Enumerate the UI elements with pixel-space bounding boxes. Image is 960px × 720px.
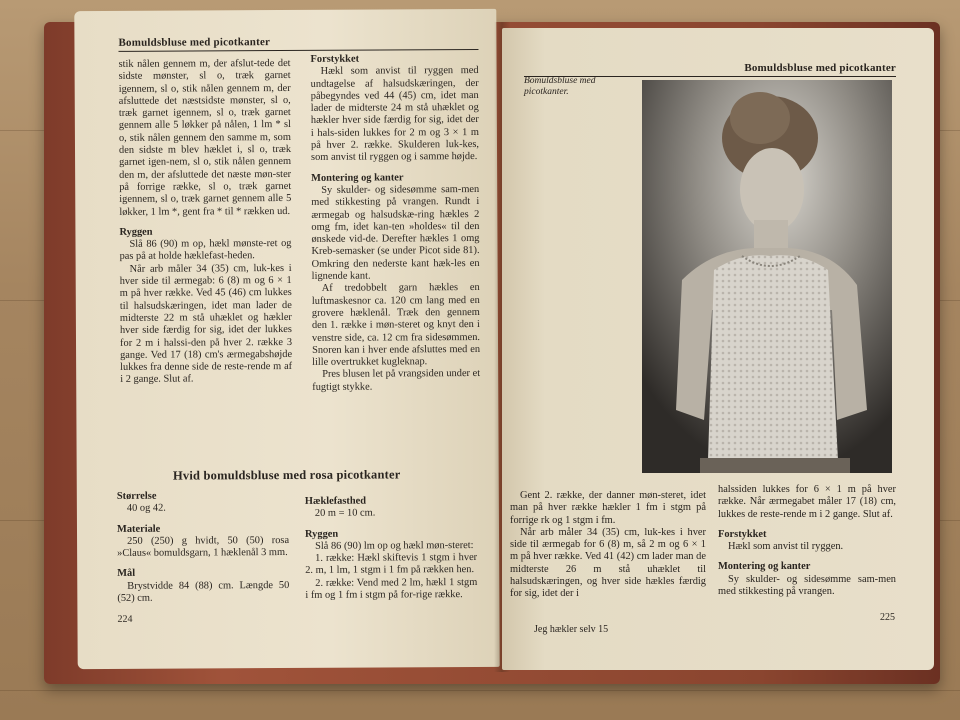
left-lower-column-2 — [305, 495, 478, 602]
materiale-text: 250 (250) g hvidt, 50 (50) rosa »Claus« bomuldsgarn, 1 hæklenål 3 mm. — [117, 534, 290, 560]
left-column-2 — [311, 53, 481, 394]
right-page-footer-book: Jeg hækler selv 15 — [534, 624, 609, 635]
montering-paragraph-2: Af tredobbelt garn hækles en luftmaskesnor ca. 120 cm lang med en grovere hæklenål. Træk den gennem den 1. række i møn-steret og knyt den i venstre side, ca. 12 cm fra sidesømmen. Snoren kan i hver ende afsluttes med en lille overtrukket kugleknap. — [311, 282, 481, 368]
photo-caption: Bomuldsbluse med picotkanter. — [524, 76, 596, 97]
right-montering-heading: Montering og kanter — [718, 561, 811, 573]
right-montering-text: Sy skulder- og sidesømme sam-men med stikkesting på vrangen. — [718, 573, 896, 598]
right-col1-para-2: Når arb måler 34 (35) cm, luk-kes i hver side til ærmegab for 6 (8) m, så 2 m og 6 × 1 m på hver række. Ved 41 (42) cm lader man de midterste 26 m stå uhæklet til halsudskæringen, og hver side hækles færdig for sig, idet der i — [510, 526, 706, 600]
photo-illustration — [642, 80, 892, 473]
right-forstykket-heading: Forstykket — [718, 528, 767, 540]
right-col2-text: halssiden lukkes for 6 × 1 m på hver række. Når ærmegabet måler 17 (18) cm, lukkes de reste-rende m i 2 gange. Slut af. — [718, 484, 896, 520]
ryggen2-line-3: 2. række: Vend med 2 lm, hækl 1 stgm i fm og 1 fm i stgm på for-rige række. — [305, 576, 478, 601]
pattern-continuation-text: stik nålen gennem m, der afslut-tede det sidste mønster, sl o, træk garnet igennem, sl o, stik nålen gennem m, der afsluttede det næstsidste mønster, sl o, træk garnet igennem, sl o, træk garnet gennem alle 5 løkker på nålen, 1 lm * sl o, stik nålen gennem den samme m, som den sidste m blev hæklet i, sl o, træk garnet igen-nem, sl o, stik nålen gennem den m, der afsluttede det næste møn-ster på forrige række, sl o, træk garnet igennem, sl o, træk garnet gennem alle 5 løkker, 1 lm *, gent fra * til * rækken ud. — [118, 57, 292, 218]
haeklefasthed-text: 20 m = 10 cm. — [314, 507, 376, 520]
right-col1-para-1: Gent 2. række, der danner møn-steret, idet man på hver række hækler 1 fm i stgm på forrige rk og 1 stgm i fm. — [510, 490, 706, 526]
woman-in-crocheted-top-photo — [642, 80, 892, 473]
ryggen-heading: Ryggen — [119, 226, 153, 238]
left-page-number: 224 — [117, 613, 133, 625]
ryggen2-line-1: Slå 86 (90) lm op og hækl møn-steret: — [315, 539, 474, 552]
right-page-number: 225 — [880, 612, 895, 623]
montering-heading: Montering og kanter — [311, 172, 404, 184]
maal-text: Brystvidde 84 (88) cm. Længde 50 (52) cm. — [117, 579, 290, 604]
montering-paragraph-3: Pres blusen let på vrangsiden under et fugtigt stykke. — [312, 368, 481, 393]
left-column-1 — [119, 58, 293, 387]
right-forstykket-text: Hækl som anvist til ryggen. — [728, 541, 844, 553]
ryggen2-heading: Ryggen — [304, 528, 339, 540]
left-lower-column-1 — [117, 490, 290, 605]
left-page-header: Bomuldsbluse med picotkanter — [118, 35, 478, 52]
materiale-heading: Materiale — [116, 523, 161, 535]
ryggen2-line-2: 1. række: Hækl skiftevis 1 stgm i hver 2. m, 1 lm, 1 stgm i 1 fm på rækken hen. — [305, 552, 478, 577]
maal-heading: Mål — [117, 568, 136, 580]
section-title: Hvid bomuldsbluse med rosa picotkanter — [172, 467, 401, 483]
haeklefasthed-heading: Hæklefasthed — [304, 495, 367, 507]
right-column-2 — [718, 484, 896, 598]
right-column-1 — [510, 490, 706, 601]
right-page-header: Bomuldsbluse med picotkanter — [524, 62, 896, 77]
montering-paragraph-1: Sy skulder- og sidesømme sam-men med stikkesting på vrangen. Rundt i ærmegab og halsudskæ-ring hækles 2 omg fm, idet kan-ten »holdes« til den ønskede vid-de. Derefter hækles 1 omg Kreb-semasker (se under Picot side 81). Omkring den nederste kant hæk-les en lignende kant. — [311, 183, 480, 282]
ryggen-paragraph-1: Slå 86 (90) m op, hækl mønste-ret og pas på at holde hæklefast-heden. — [119, 238, 292, 263]
forstykket-heading: Forstykket — [310, 53, 360, 65]
forstykket-text: Hækl som anvist til ryggen med undtagelse af halsudskæringen, der påbegyndes ved 44 (45) cm, idet man lader de midterste 24 m stå uhæklet og hækler hver side færdig for sig, idet der i hals-siden lukkes for 2 m og 3 × 1 m på hver 2. række. Skulderen luk-kes, som anvist til ryggen og i samme højde. — [310, 65, 480, 164]
ryggen-paragraph-2: Når arb måler 34 (35) cm, luk-kes i hver side til ærmegab: 6 (8) m og 6 × 1 m på hver række. Ved 45 (46) cm lukkes til halsudskæringen, idet man lader de midterste 22 m stå uhæklet og hækler hver side færdig for sig, idet der lukkes for 2 m i halssi-den på hver 2. række 3 gange. Ved 17 (18) cm's ærmegabshøjde lukkes fra denne side de reste-rende m af i 2 gange. Slut af. — [119, 262, 293, 386]
left-page — [74, 9, 499, 669]
storrelse-text: 40 og 42. — [126, 502, 166, 515]
storrelse-heading: Størrelse — [116, 490, 157, 502]
